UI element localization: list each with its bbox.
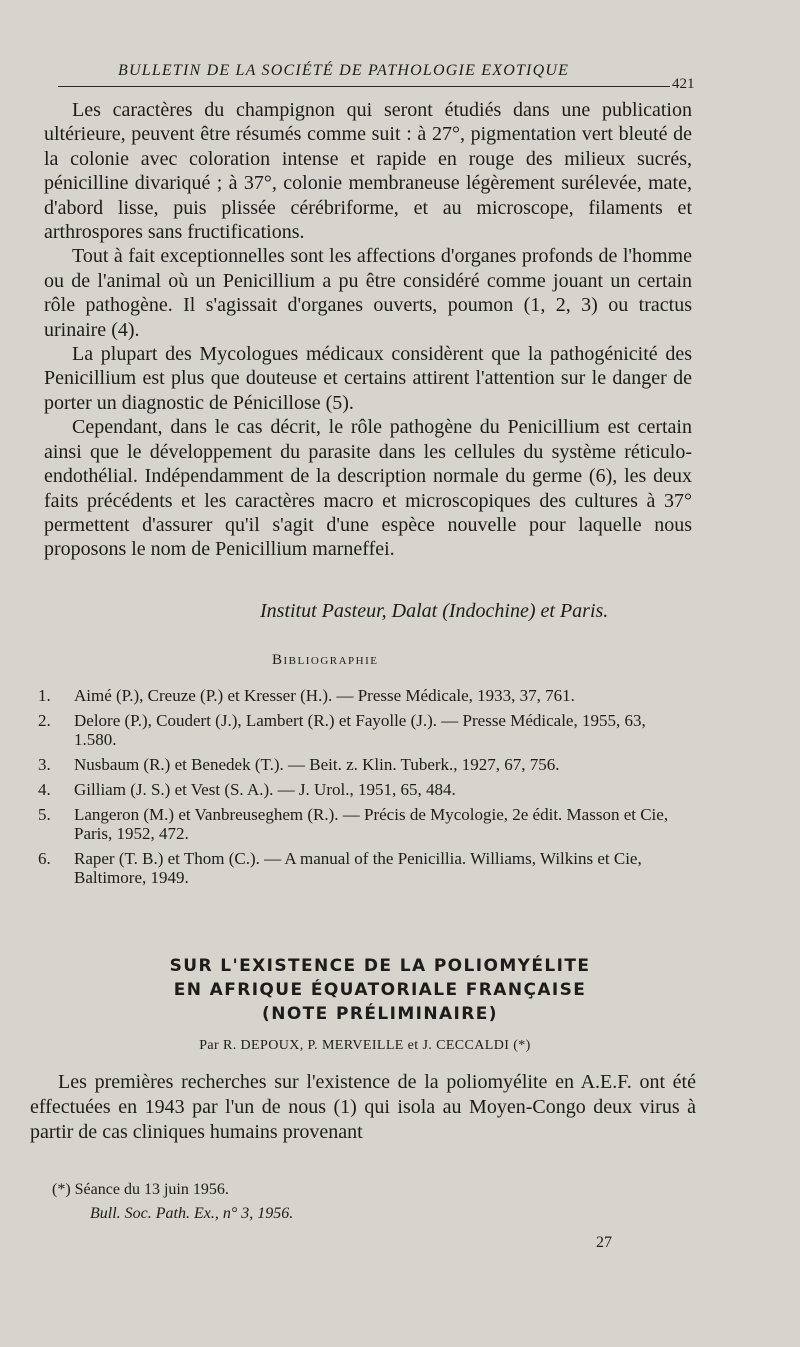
- reference-number: 1.: [38, 686, 51, 705]
- reference-item: [38, 755, 682, 774]
- paragraph: Les caractères du champignon qui seront étudiés dans une publication ultérieure, peuvent être résumés comme suit : à 27°, pigmentation vert bleuté de la colonie avec coloration intense et rapide en rouge des milieux sucrés, pénicilline divariqué ; à 37°, colonie membraneuse légèrement surélevée, mate, d'abord lisse, puis plissée cérébriforme, et au microscope, filaments et arthrospores sans fructifications.: [44, 99, 692, 244]
- reference-number: 4.: [38, 780, 51, 799]
- reference-number: 3.: [38, 755, 51, 774]
- footnote-citation: Bull. Soc. Path. Ex., n° 3, 1956.: [90, 1205, 294, 1222]
- reference-item: [38, 780, 682, 799]
- reference-item: [38, 711, 682, 749]
- reference-text: Raper (T. B.) et Thom (C.). — A manual of the Penicillia. Williams, Wilkins et Cie, Baltimore, 1949.: [74, 849, 642, 887]
- title-line: (NOTE PRÉLIMINAIRE): [262, 1004, 498, 1024]
- article-body: [44, 98, 692, 562]
- bibliography-list: [38, 686, 682, 893]
- reference-number: 2.: [38, 711, 51, 730]
- running-header: BULLETIN DE LA SOCIÉTÉ DE PATHOLOGIE EXOTIQUE: [118, 62, 570, 79]
- reference-text: Aimé (P.), Creuze (P.) et Kresser (H.). — Presse Médicale, 1933, 37, 761.: [74, 686, 575, 705]
- title-line: EN AFRIQUE ÉQUATORIALE FRANÇAISE: [173, 980, 587, 1000]
- reference-item: [38, 686, 682, 705]
- page-number: 421: [672, 76, 695, 92]
- article-title: [100, 954, 660, 1026]
- signature-number: 27: [596, 1234, 612, 1251]
- paragraph: Tout à fait exceptionnelles sont les affections d'organes profonds de l'homme ou de l'animal où un Penicillium a pu être considéré comme jouant un certain rôle pathogène. Il s'agissait d'organes ouverts, poumon (1, 2, 3) ou tractus urinaire (4).: [44, 245, 692, 341]
- reference-item: [38, 805, 682, 843]
- reference-text: Gilliam (J. S.) et Vest (S. A.). — J. Urol., 1951, 65, 484.: [74, 780, 456, 799]
- reference-item: [38, 849, 682, 887]
- reference-text: Nusbaum (R.) et Benedek (T.). — Beit. z. Klin. Tuberk., 1927, 67, 756.: [74, 755, 560, 774]
- reference-number: 5.: [38, 805, 51, 824]
- affiliation-signature: Institut Pasteur, Dalat (Indochine) et Paris.: [260, 600, 609, 622]
- bibliography-heading: Bibliographie: [272, 652, 379, 668]
- author-line: Par R. DEPOUX, P. MERVEILLE et J. CECCALDI (*): [199, 1038, 531, 1053]
- footnote: [52, 1178, 552, 1226]
- intro-paragraph: Les premières recherches sur l'existence de la poliomyélite en A.E.F. ont été effectuées en 1943 par l'un de nous (1) qui isola au Moyen-Congo deux virus à partir de cas cliniques humains provenant: [30, 1071, 696, 1143]
- paragraph: La plupart des Mycologues médicaux considèrent que la pathogénicité des Penicillium est plus que douteuse et certains attirent l'attention sur le danger de porter un diagnostic de Pénicillose (5).: [44, 343, 692, 414]
- footnote-session: (*) Séance du 13 juin 1956.: [52, 1181, 229, 1198]
- paragraph: Cependant, dans le cas décrit, le rôle pathogène du Penicillium est certain ainsi que le développement du parasite dans les cellules du système réticulo-endothélial. Indépendamment de la description normale du germe (6), les deux faits précédents et les caractères macro et microscopiques des cultures à 37° permettent d'assurer qu'il s'agit d'une espèce nouvelle pour laquelle nous proposons le nom de Penicillium marneffei.: [44, 416, 692, 561]
- reference-number: 6.: [38, 849, 51, 868]
- header-rule: [58, 86, 670, 87]
- title-line: SUR L'EXISTENCE DE LA POLIOMYÉLITE: [169, 956, 591, 976]
- reference-text: Delore (P.), Coudert (J.), Lambert (R.) et Fayolle (J.). — Presse Médicale, 1955, 63, 1.580.: [74, 711, 646, 749]
- reference-text: Langeron (M.) et Vanbreuseghem (R.). — Précis de Mycologie, 2e édit. Masson et Cie, Paris, 1952, 472.: [74, 805, 669, 843]
